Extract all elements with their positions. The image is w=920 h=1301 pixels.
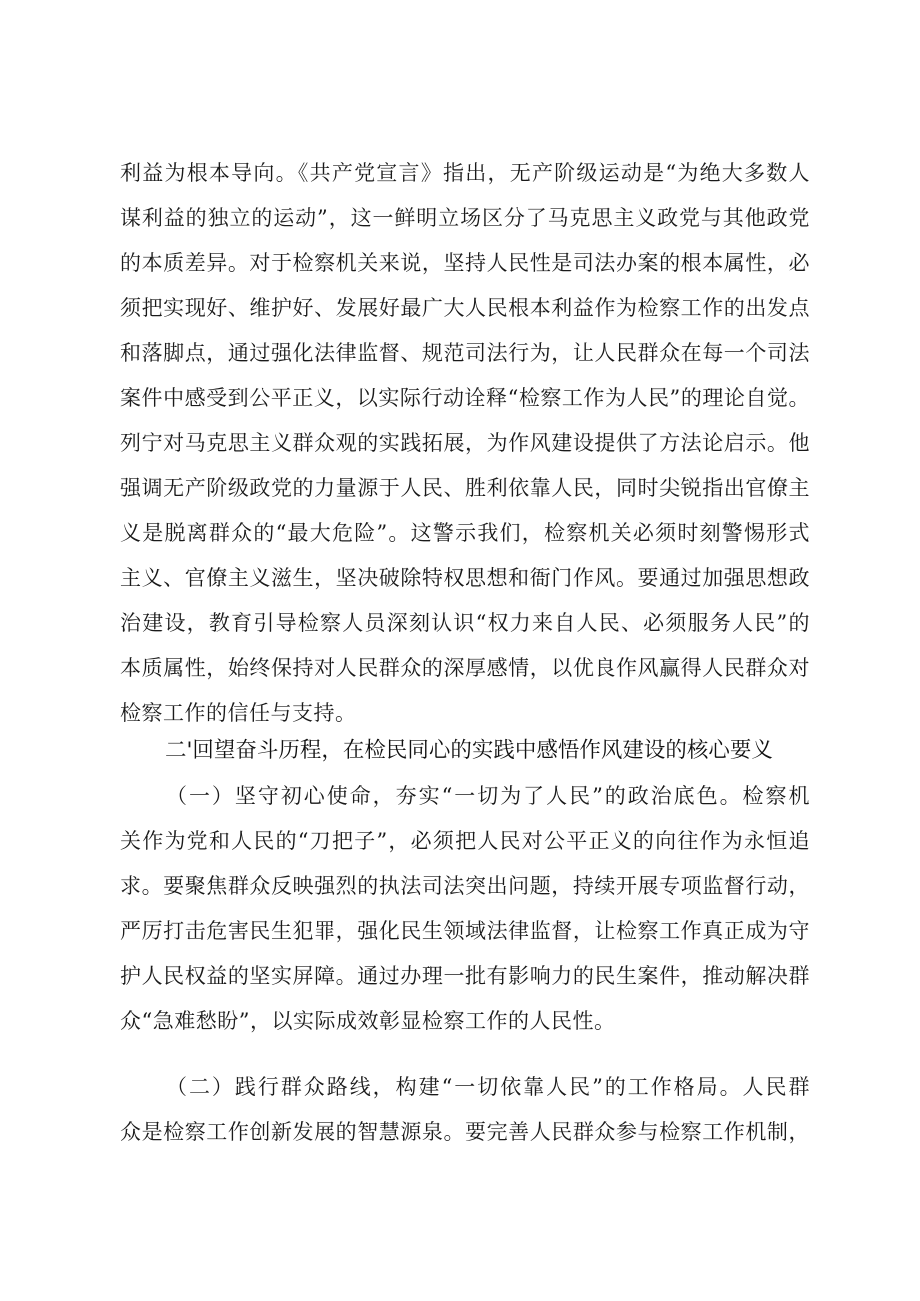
paragraph-2-line: 求。要聚焦群众反映强烈的执法司法突出问题，持续开展专项监督行动， — [120, 874, 810, 898]
paragraph-1-line: 义是脱离群众的“最大危险”。这警示我们，检察机关必须时刻警惕形式 — [120, 521, 810, 545]
paragraph-1-line: 须把实现好、维护好、发展好最广大人民根本利益作为检察工作的出发点 — [120, 296, 810, 320]
paragraph-2-line: 严厉打击危害民生犯罪，强化民生领域法律监督，让检察工作真正成为守 — [120, 919, 810, 943]
paragraph-1-line: 检察工作的信任与支持。 — [120, 701, 357, 725]
paragraph-1-line: 本质属性，始终保持对人民群众的深厚感情，以优良作风赢得人民群众对 — [120, 656, 810, 680]
section-heading: 二'回望奋斗历程，在检民同心的实践中感悟作风建设的核心要义 — [165, 738, 773, 763]
paragraph-1-line: 主义、官僚主义滋生，坚决破除特权思想和衙门作风。要通过加强思想政 — [120, 566, 810, 590]
paragraph-1-line: 谋利益的独立的运动”，这一鲜明立场区分了马克思主义政党与其他政党 — [120, 206, 810, 230]
paragraph-3-line: （二）践行群众路线，构建“一切依靠人民”的工作格局。人民群 — [166, 1075, 810, 1099]
paragraph-1-line: 强调无产阶级政党的力量源于人民、胜利依靠人民，同时尖锐指出官僚主 — [120, 476, 810, 500]
paragraph-1-line: 的本质差异。对于检察机关来说，坚持人民性是司法办案的根本属性，必 — [120, 251, 810, 275]
paragraph-2-line: 护人民权益的坚实屏障。通过办理一批有影响力的民生案件，推动解决群 — [120, 964, 810, 988]
paragraph-1-line: 和落脚点，通过强化法律监督、规范司法行为，让人民群众在每一个司法 — [120, 341, 810, 365]
paragraph-1-line: 案件中感受到公平正义，以实际行动诠释“检察工作为人民”的理论自觉。 — [120, 386, 810, 410]
paragraph-1-line: 治建设，教育引导检察人员深刻认识“权力来自人民、必须服务人民”的 — [120, 611, 810, 635]
paragraph-1-line: 列宁对马克思主义群众观的实践拓展，为作风建设提供了方法论启示。他 — [120, 431, 810, 455]
paragraph-1-line: 利益为根本导向。《共产党宣言》指出，无产阶级运动是“为绝大多数人 — [120, 161, 810, 185]
paragraph-3-line: 众是检察工作创新发展的智慧源泉。要完善人民群众参与检察工作机制， — [120, 1120, 810, 1144]
paragraph-2-line: 众“急难愁盼”，以实际成效彰显检察工作的人民性。 — [120, 1009, 616, 1033]
paragraph-2-line: （一）坚守初心使命，夯实“一切为了人民”的政治底色。检察机 — [166, 784, 810, 808]
paragraph-2-line: 关作为党和人民的“刀把子”，必须把人民对公平正义的向往作为永恒追 — [120, 829, 810, 853]
